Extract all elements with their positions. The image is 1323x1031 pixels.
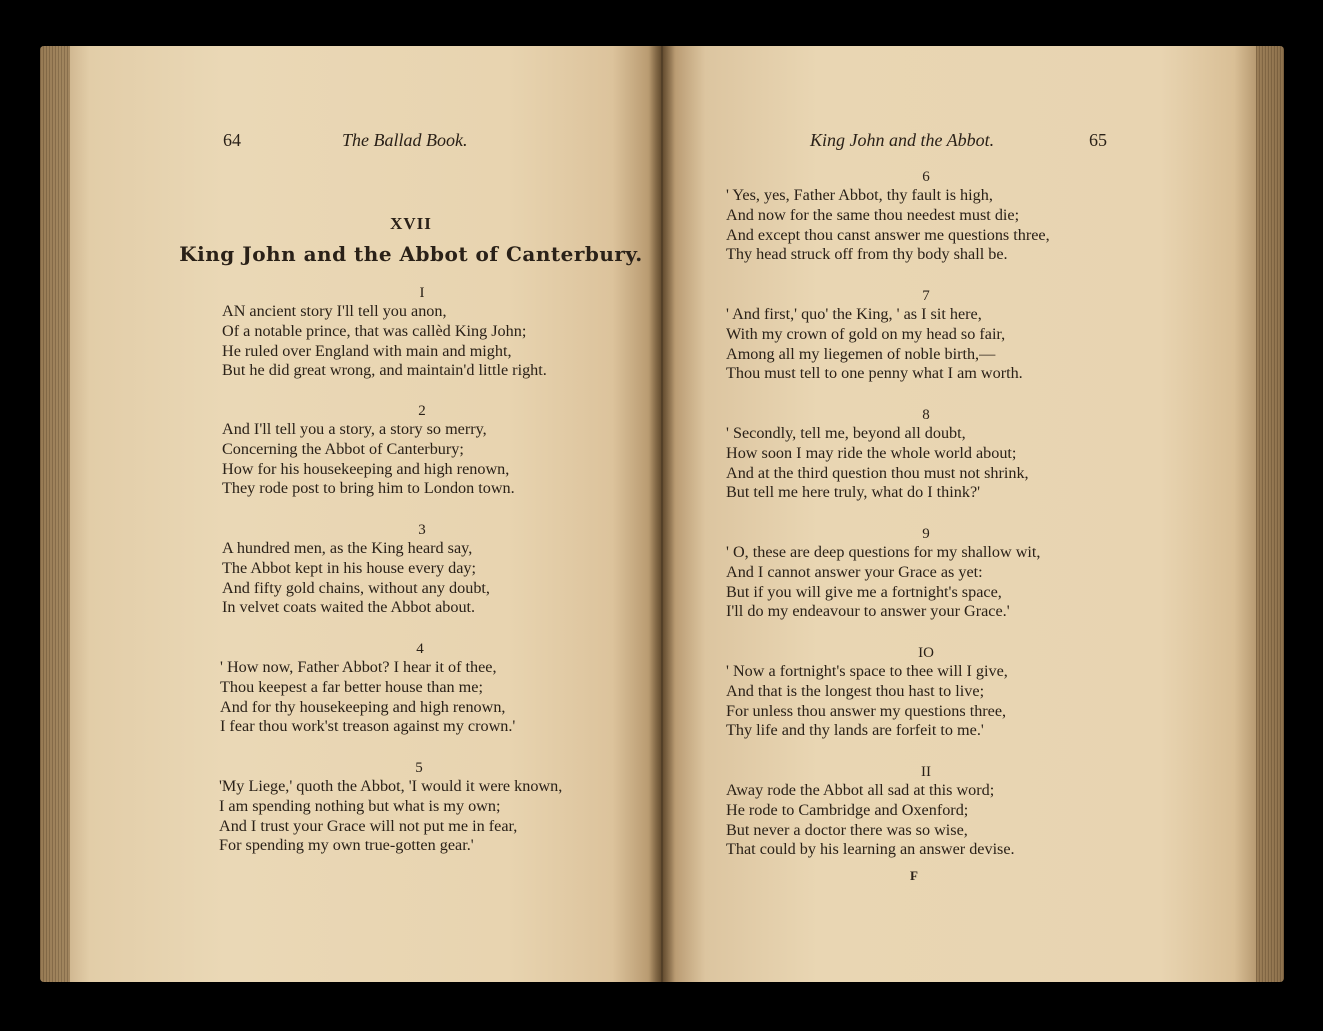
verse-line: But he did great wrong, and maintain'd little right.	[222, 361, 547, 380]
verse-line: And for thy housekeeping and high renown,	[220, 697, 506, 716]
stanza	[726, 763, 1126, 860]
verse-line: Thou keepest a far better house than me;	[220, 677, 483, 696]
verse-line: Thy head struck off from thy body shall be.	[726, 245, 1008, 264]
verse-line: But tell me here truly, what do I think?'	[726, 483, 981, 502]
stanza-number: IO	[918, 645, 934, 661]
verse-line: Thy life and thy lands are forfeit to me.'	[726, 721, 984, 740]
verse-line: He rode to Cambridge and Oxenford;	[726, 800, 969, 819]
verse-line: ' And first,' quo' the King, ' as I sit here,	[726, 305, 982, 323]
verse-line: ' O, these are deep questions for my shallow wit,	[726, 543, 1041, 561]
verse-line: For unless thou answer my questions three,	[726, 701, 1007, 720]
verse-line: A hundred men, as the King heard say,	[222, 539, 473, 557]
page-edges-right	[1256, 46, 1284, 982]
stanza	[222, 402, 622, 499]
page-number: 65	[1089, 130, 1107, 150]
verse-line: I'll do my endeavour to answer your Grace.'	[726, 602, 1010, 621]
running-head: The Ballad Book.	[342, 130, 468, 150]
verse-line: And that is the longest thou hast to live;	[726, 681, 985, 700]
open-book	[40, 40, 1284, 990]
stanza-number: 6	[922, 169, 930, 185]
stanza	[219, 759, 619, 856]
verse-line: For spending my own true-gotten gear.'	[219, 836, 474, 855]
stanza-number: 9	[922, 526, 930, 542]
verse-line: With my crown of gold on my head so fair,	[726, 324, 1006, 343]
verse-line: And I'll tell you a story, a story so merry,	[222, 420, 487, 438]
ballad-number: XVII	[390, 214, 432, 233]
verse-line: I fear thou work'st treason against my crown.'	[220, 717, 516, 736]
stanza-number: 4	[416, 641, 424, 657]
stanza	[726, 287, 1126, 384]
verse-line: AN ancient story I'll tell you anon,	[222, 302, 447, 320]
stanza	[726, 168, 1126, 265]
verse-line: ' How now, Father Abbot? I hear it of thee,	[220, 658, 497, 676]
stanza-number: 2	[418, 403, 426, 419]
stanza-number: 5	[415, 760, 423, 776]
verse-line: Thou must tell to one penny what I am worth.	[726, 364, 1023, 383]
verse-line: How for his housekeeping and high renown,	[222, 459, 510, 478]
verse-line: Among all my liegemen of noble birth,—	[726, 344, 996, 363]
stanza-number: 8	[922, 407, 930, 423]
stanza-number: II	[921, 764, 931, 780]
left-page	[40, 46, 662, 982]
right-page	[662, 46, 1284, 982]
stanza	[726, 406, 1126, 503]
stanza-number: I	[419, 285, 425, 301]
verse-line: But never a doctor there was so wise,	[726, 820, 968, 839]
verse-line: How soon I may ride the whole world about;	[726, 443, 1017, 462]
verse-line: Away rode the Abbot all sad at this word;	[726, 781, 995, 799]
stanza	[222, 284, 622, 381]
verse-line: And I trust your Grace will not put me in fear,	[219, 816, 518, 835]
verse-line: Concerning the Abbot of Canterbury;	[222, 439, 464, 458]
stanza	[726, 644, 1126, 741]
signature-mark: F	[910, 868, 918, 883]
verse-line: ' Yes, yes, Father Abbot, thy fault is high,	[726, 186, 993, 204]
verse-line: Of a notable prince, that was callèd King John;	[222, 321, 527, 340]
verse-line: And at the third question thou must not shrink,	[726, 463, 1029, 482]
verse-line: And I cannot answer your Grace as yet:	[726, 562, 983, 581]
verse-line: That could by his learning an answer devise.	[726, 840, 1015, 859]
verse-line: He ruled over England with main and might,	[222, 341, 512, 360]
verse-line: ' Now a fortnight's space to thee will I give,	[726, 662, 1008, 680]
book-gutter	[648, 46, 676, 982]
verse-line: The Abbot kept in his house every day;	[222, 558, 477, 577]
verse-line: ' Secondly, tell me, beyond all doubt,	[726, 424, 966, 442]
stanza-number: 7	[922, 288, 930, 304]
verse-line: 'My Liege,' quoth the Abbot, 'I would it were known,	[219, 777, 563, 795]
verse-line: But if you will give me a fortnight's space,	[726, 582, 1002, 601]
verse-line: In velvet coats waited the Abbot about.	[222, 598, 476, 617]
page-number: 64	[223, 130, 241, 150]
verse-line: And fifty gold chains, without any doubt,	[222, 578, 490, 597]
ballad-title: King John and the Abbot of Canterbury.	[179, 242, 643, 266]
stanza	[222, 521, 622, 618]
verse-line: I am spending nothing but what is my own;	[219, 796, 501, 815]
stanza	[220, 640, 620, 737]
running-head: King John and the Abbot.	[810, 130, 995, 150]
verse-line: They rode post to bring him to London town.	[222, 479, 515, 498]
verse-line: And except thou canst answer me questions three,	[726, 225, 1050, 244]
page-edges-left	[40, 46, 70, 982]
verse-line: And now for the same thou needest must die;	[726, 205, 1020, 224]
stanza	[726, 525, 1126, 622]
stanza-number: 3	[418, 522, 426, 538]
